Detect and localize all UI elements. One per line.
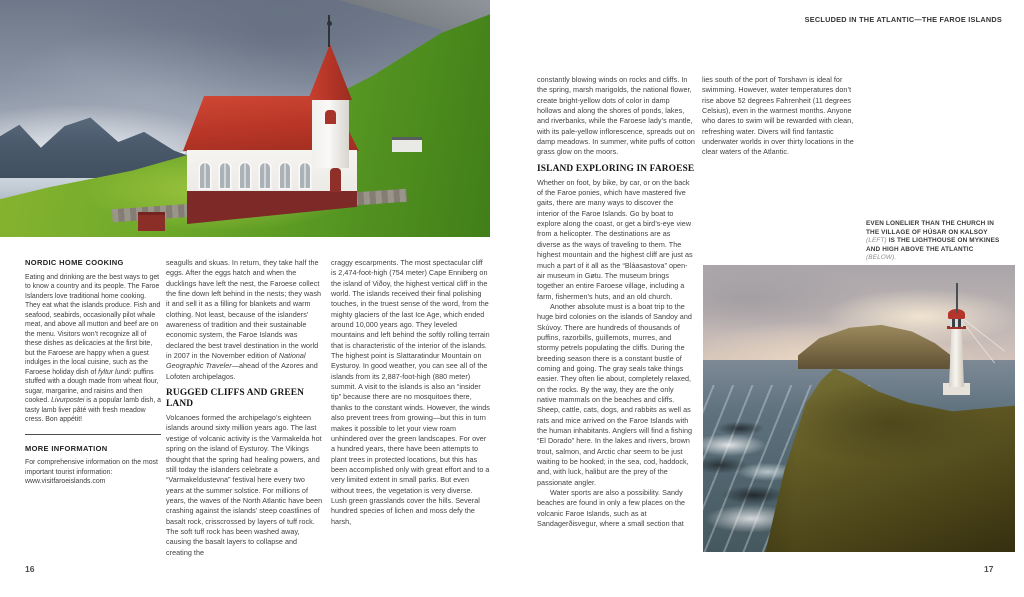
sidebar-heading-info: MORE INFORMATION <box>25 443 108 453</box>
church-tower <box>312 94 349 168</box>
italic-magazine-title: National Geographic Traveler <box>166 351 306 371</box>
body-paragraph: craggy escarpments. The most spectacular cliff is 2,474-foot-high (754 meter) Cape Enniberg on the island of Viðoy, the highest vertical cliff in the world. The islands received their final polishing touches, in the truest sense of the word, from the mighty glaciers of the last Ice Age, which ended around 10,000 years ago. They leveled mountains and left behind the softly rolling terrain that is characteristic of the interior of the islands. The highest point is Slattaratindur Mountain on Eysturoy. In good weather, you can see all of the islands from its 2,887-foot-high (880 meter) summit. A visit to the islands is also an “insider tip” because there are no mosquitoes there, thanks to the constant winds. However, the winds also prevent trees from growing—but this in turn makes it possible to let your view roam unhindered over the green landscapes. For over a hundred years, there have been attempts to plant trees in protected locations, but this has been accomplished only with great effort and to a very limited extent in small parks. But even without trees, the vegetation is very diverse. Lush green grasslands cover the hills. Several hundred species of lichen and moss defy the harsh, <box>331 258 490 526</box>
body-paragraph: lies south of the port of Torshavn is ideal for swimming. However, water temperatures don’t rise above 52 degrees Fahrenheit (11 degrees Celsius), even in the warmest months. Anyone who dares to swim will be rewarded with clean, refreshing water. Divers will find fantastic underwater worlds in over thirty locations in the clear waters of the Atlantic. <box>702 75 854 157</box>
left-text-column-2 <box>331 258 490 527</box>
church-photo <box>0 0 490 237</box>
sidebar-info-text: For comprehensive information on the most important tourist information: <box>25 459 158 476</box>
caption-position-ref: (LEFT) <box>866 237 887 244</box>
church-window <box>300 163 310 188</box>
body-paragraph: Volcanoes formed the archipelago’s eighteen islands around sixty million years ago. The last vestige of volcanic activity is the Varmakelda hot spring on the island of Eysturoy. The Vikings thought that the spring had healing powers, and still today the islanders celebrate a “Varmakeldustevna” festival here every two years at the summer solstice. For millions of years, the waves of the North Atlantic have been crashing against the islands’ steep coastlines of basalt rock, crisscrossed by layers of tuff rock. The soft tuff rock has been washed away, causing the basalt layers to collapse and creating the <box>166 413 323 557</box>
lighthouse-photo <box>703 265 1015 552</box>
running-header: SECLUDED IN THE ATLANTIC—THE FAROE ISLANDS <box>804 15 1002 24</box>
section-heading-rugged-cliffs: RUGGED CLIFFS AND GREEN LAND <box>166 388 305 410</box>
right-text-column-2 <box>702 75 862 158</box>
italic-dish-name: Livurpostei <box>51 397 85 404</box>
church-window <box>260 163 270 188</box>
sidebar-column <box>25 258 161 487</box>
body-paragraph: Water sports are also a possibility. Sandy beaches are found in only a few places on the volcanic Faroe Islands, such as at Sandagerðisvegur, where a small section that <box>537 488 686 529</box>
caption-position-ref: (BELOW). <box>866 254 897 261</box>
sidebar-info-url[interactable]: www.visitfaroeislands.com <box>25 478 106 485</box>
tower-louver-window <box>325 110 336 124</box>
right-text-column-1 <box>537 75 695 529</box>
spire-finial <box>328 15 330 47</box>
body-paragraph: seagulls and skuas. In return, they take half the eggs. After the eggs hatch and when the ducklings have left the nest, the Faroese collect the fine down left behind in the nests; they wash it and sell it as a filling for blankets and warm clothing. Not least, because of the islanders’ awareness of tradition and their sustainable economic system, the Faroe Islands was declared the best travel destination in the world in 2007 in the November edition of National Geographic Traveler—ahead of the Azores and Lofoten archipelagos. <box>166 258 321 381</box>
church-window <box>280 163 290 188</box>
section-heading-island-exploring: ISLAND EXPLORING IN FAROESE <box>537 163 695 174</box>
body-paragraph: constantly blowing winds on rocks and cliffs. In the spring, marsh marigolds, the national flower, create bright-yellow dots of color in damp hollows and along the shores of ponds, lakes, and riverbanks, while the Faroese lady’s mantle, with its pale-yellow inflorescence, spreads out on damp meadows. In summer, white puffs of cotton grass glow on the moors. <box>537 75 695 157</box>
left-text-column-1 <box>166 258 324 558</box>
body-paragraph: Another absolute must is a boat trip to the huge bird colonies on the islands of Sandoy and Skúvoy. There are hundreds of thousands of puffins, razorbills, guillemots, murres, and stormy petrels populating the cliffs. During the breeding season there is a constant bustle of coming and going. The gray seals take things easier. They often lie about, completely relaxed, on the rocks. By the way, they are the only native mammals on the beaches and cliffs. Sheep, cattle, cats, dogs, and rabbits as well as rats and mice arrived on the Faroe Islands with the human inhabitants. Anglers will find a fishing “El Dorado” here. In the lakes and rivers, brown trout, salmon, and Arctic char seem to be just waiting to be hooked; in the sea, cod, haddock, and, with luck, halibut are the prey of the passionate angler. <box>537 301 693 487</box>
lighthouse-tower <box>949 329 964 387</box>
church-window <box>200 163 210 188</box>
lighthouse-mast <box>956 283 958 313</box>
body-paragraph: Whether on foot, by bike, by car, or on the back of the Faroe ponies, which have mastered five gaits, there are many ways to discover the interior of the Faroe Islands. Go by boat to explore along the coast, or get a bird’s-eye view from a helicopter. The destinations are as diverse as the ways of traveling to them. The highest mountain and the highest cliff are just as much a part of it all as the “Bláasastova” open-air museum in Gøtu. The museum brings together an entire Faroese village, including a farm, fishermen’s huts, and an old church. <box>537 177 693 301</box>
church-window <box>240 163 250 188</box>
red-shed <box>138 212 165 231</box>
church-window <box>220 163 230 188</box>
page-number-left: 16 <box>25 564 35 574</box>
page-number-right: 17 <box>984 564 994 574</box>
lighthouse-lantern <box>950 318 963 327</box>
white-farm-house <box>392 137 422 152</box>
sidebar-cooking-text: Eating and drinking are the best ways to get to know a country and its people. The Faroe Islanders love traditional home cooking. They eat what the islands produce. Fish and seafood, seabirds, occasionally pilot whale meat, and above all mutton and beef are on the menu. Visitors won’t recognize all of these dishes as delicacies at the first bite, but the Faroese are happy when a guest indulges in the local cuisine, such as the Faroese holiday dish of fyltur lundi: puffins stuffed with a dough made from wheat flour, sugar, margarine, and raisins and then cooked. Livurpostei is a popular lamb dish, a tasty lamb liver pâté with fresh meadow cress. Bon appétit! <box>25 273 161 423</box>
divider-rule <box>25 434 161 435</box>
photo-caption: EVEN LONELIER THAN THE CHURCH IN THE VILLAGE OF HÚSAR ON KALSOY (LEFT) IS THE LIGHTHOUSE ON MYKINES AND HIGH ABOVE THE ATLANTIC (BELOW). <box>866 220 1000 261</box>
sidebar-heading-cooking: NORDIC HOME COOKING <box>25 258 124 267</box>
italic-dish-name: fyltur lundi <box>98 368 130 376</box>
church-door <box>330 168 341 192</box>
